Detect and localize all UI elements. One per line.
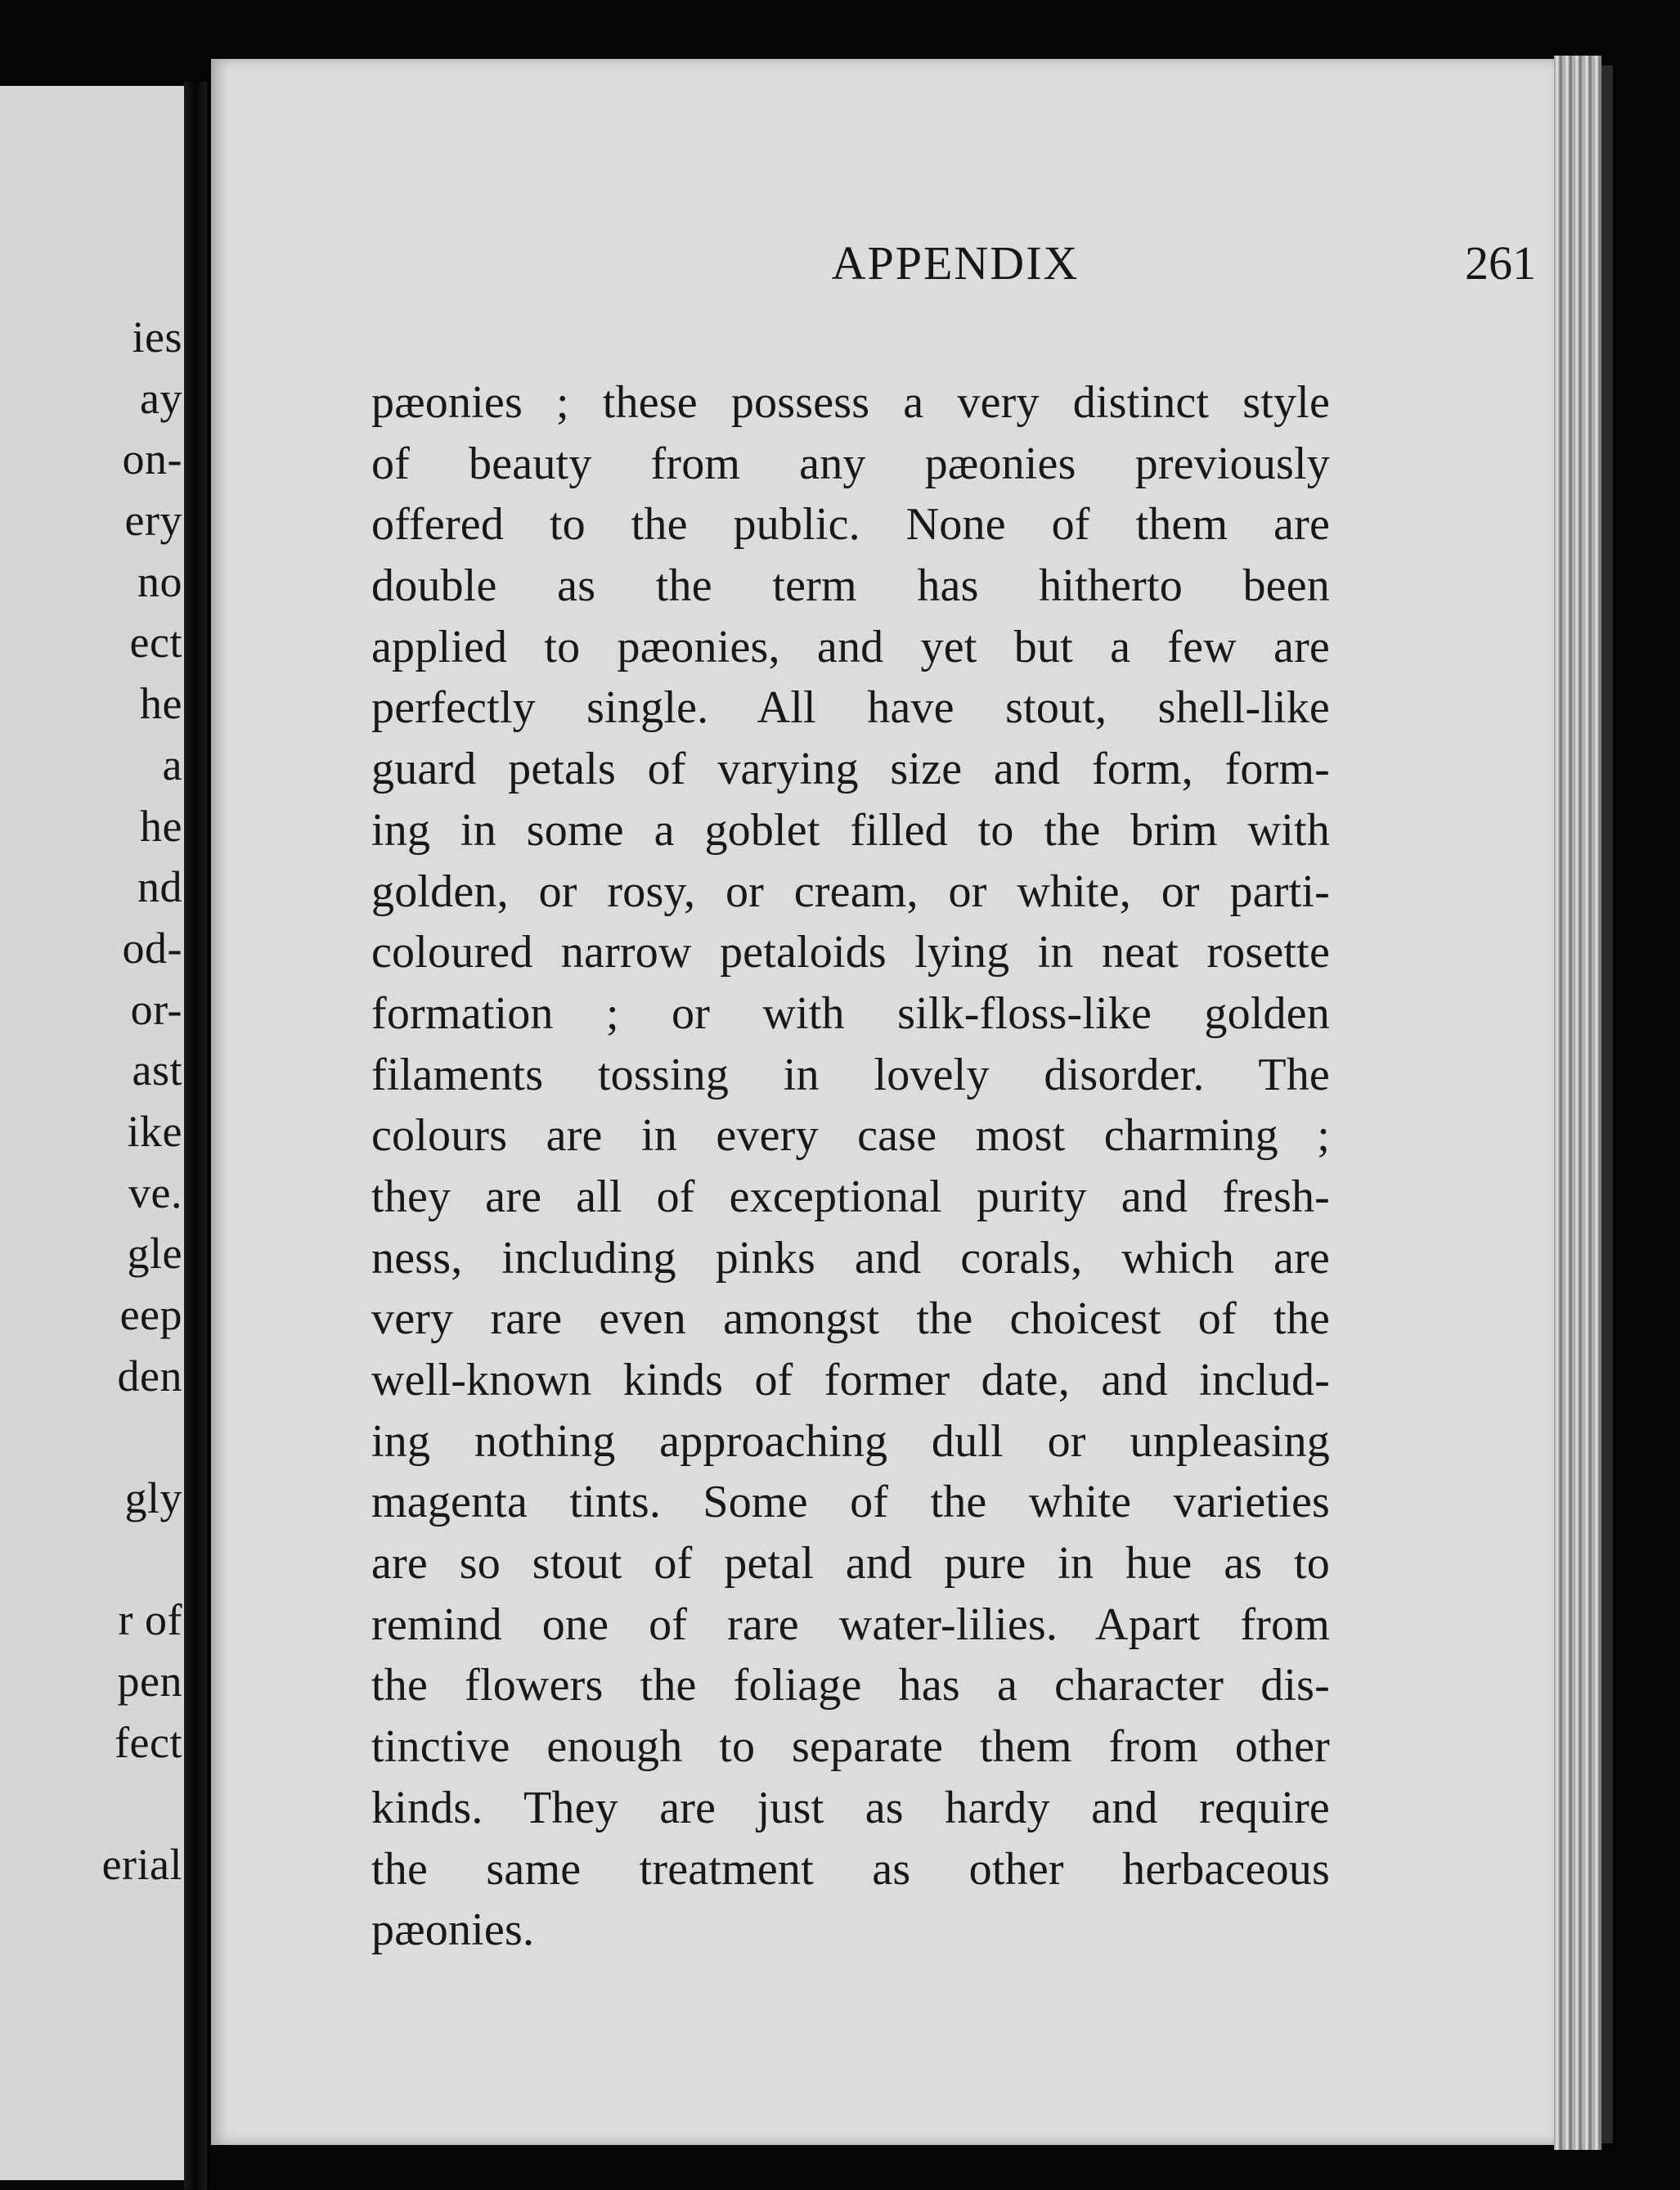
text-line: pæonies. [371, 1904, 535, 1956]
text-line: colours are in every case most charming ; [371, 1110, 1330, 1162]
page-edge-shadow [1601, 65, 1613, 2143]
text-line: tinctive enough to separate them from other [371, 1721, 1330, 1773]
text-line: of beauty from any pæonies previously [371, 438, 1330, 489]
text-line: remind one of rare water-lilies. Apart from [371, 1599, 1330, 1650]
left-line: ast [132, 1046, 182, 1095]
page-number: 261 [1465, 236, 1536, 290]
left-line: ery [124, 496, 182, 546]
text-line: filaments tossing in lovely disorder. The [371, 1049, 1330, 1100]
left-page [0, 86, 184, 2180]
text-line: are so stout of petal and pure in hue as to [371, 1538, 1330, 1590]
left-line: ve. [128, 1167, 182, 1217]
left-line: fect [115, 1717, 182, 1767]
left-line: or- [130, 984, 182, 1034]
text-line: coloured narrow petaloids lying in neat rosette [371, 927, 1330, 978]
book-spine [184, 82, 207, 2190]
text-line: guard petals of varying size and form, form- [371, 744, 1330, 795]
left-line: r of [118, 1595, 182, 1645]
left-line: gle [127, 1229, 182, 1279]
left-line: gly [124, 1473, 182, 1523]
left-line: pen [117, 1657, 182, 1707]
left-line: ies [132, 313, 182, 362]
left-line: nd [137, 862, 182, 912]
left-line: he [140, 679, 182, 729]
right-page [211, 59, 1554, 2145]
left-line: eep [119, 1290, 182, 1339]
left-line: od- [122, 923, 182, 973]
page-title: APPENDIX [831, 236, 1080, 290]
left-line: ect [129, 618, 182, 668]
text-line: very rare even amongst the choicest of the [371, 1293, 1330, 1345]
text-line: the flowers the foliage has a character dis- [371, 1660, 1330, 1711]
left-line: on- [122, 434, 182, 484]
left-line: den [117, 1351, 182, 1401]
text-line: golden, or rosy, or cream, or white, or parti- [371, 866, 1330, 917]
left-line: erial [101, 1840, 182, 1890]
text-line: offered to the public. None of them are [371, 499, 1330, 551]
text-line: the same treatment as other herbaceous [371, 1843, 1330, 1895]
text-line: applied to pæonies, and yet but a few are [371, 621, 1330, 672]
text-line: double as the term has hitherto been [371, 560, 1330, 612]
text-line: they are all of exceptional purity and fresh- [371, 1171, 1330, 1222]
page-edge [1554, 56, 1601, 2150]
text-line: pæonies ; these possess a very distinct style [371, 377, 1330, 428]
text-line: perfectly single. All have stout, shell-like [371, 682, 1330, 734]
left-line: he [140, 801, 182, 851]
text-line: ness, including pinks and corals, which are [371, 1232, 1330, 1284]
running-head [375, 231, 1536, 296]
left-line: ay [140, 373, 182, 423]
text-line: ing nothing approaching dull or unpleasing [371, 1415, 1330, 1467]
text-line: magenta tints. Some of the white varieties [371, 1477, 1330, 1528]
left-line: no [137, 556, 182, 606]
text-line: kinds. They are just as hardy and require [371, 1782, 1330, 1833]
body-text [371, 372, 1330, 1961]
text-line: ing in some a goblet filled to the brim with [371, 804, 1330, 856]
text-line: well-known kinds of former date, and includ- [371, 1355, 1330, 1405]
text-line: formation ; or with silk-floss-like golden [371, 987, 1330, 1039]
left-line: ike [127, 1106, 182, 1156]
left-line: a [162, 740, 182, 789]
left-page-text [0, 307, 184, 1895]
